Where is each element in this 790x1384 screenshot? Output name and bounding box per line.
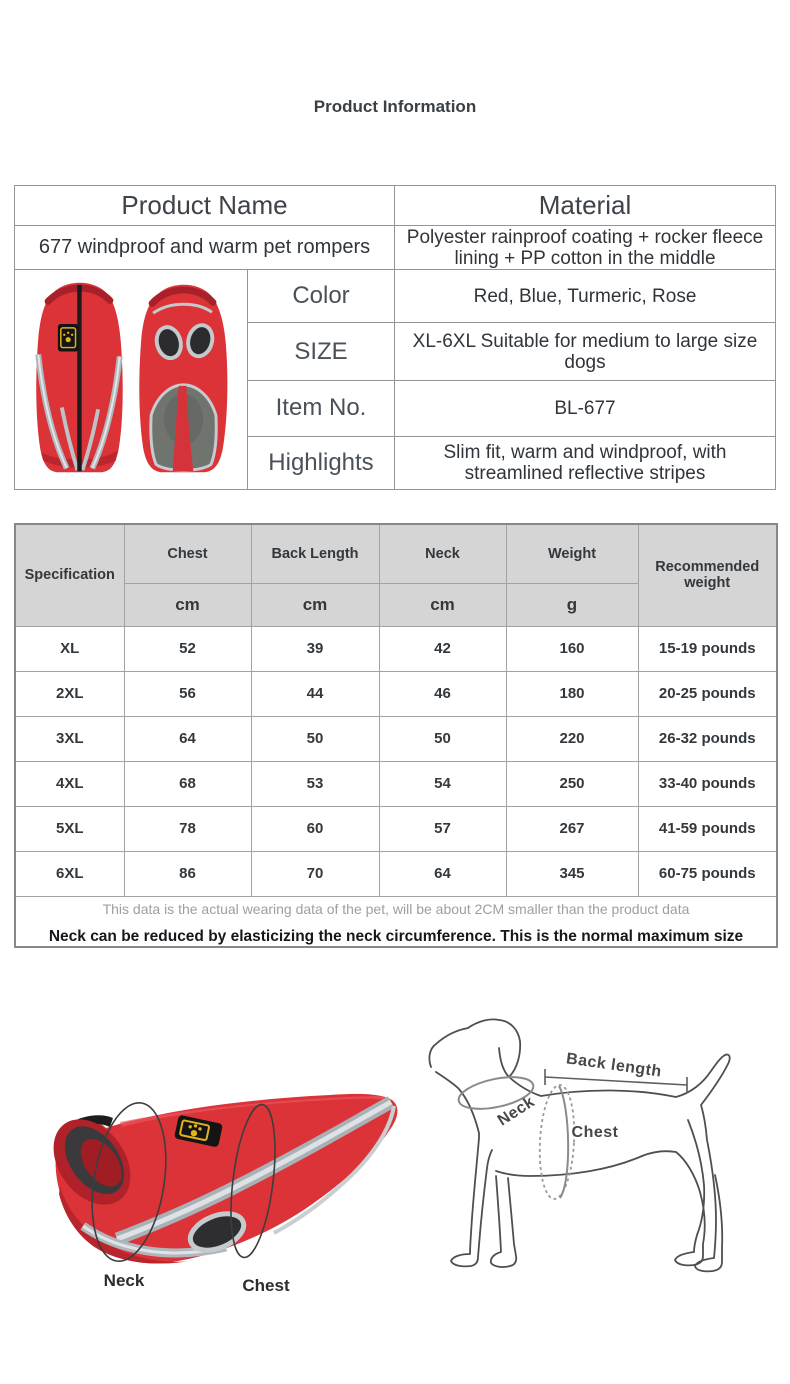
info-value-row: [15, 226, 776, 270]
neck-cell: 54: [379, 761, 506, 806]
size-row-5xl: [15, 806, 777, 851]
spec-value: XL-6XL Suitable for medium to large size dogs: [395, 323, 776, 381]
recommended-cell: 26-32 pounds: [638, 716, 777, 761]
size-cell: 3XL: [15, 716, 124, 761]
recommended-cell: 60-75 pounds: [638, 851, 777, 896]
back-length-cell: 60: [251, 806, 379, 851]
dog-chest-ring-ellipse: [537, 1084, 577, 1200]
jacket-chest-label: Chest: [242, 1276, 290, 1295]
dog-back-length-label: Back length: [565, 1050, 663, 1081]
jacket-back-view-illustration: [36, 283, 122, 472]
back-length-cell: 53: [251, 761, 379, 806]
neck-elastic-note: Neck can be reduced by elasticizing the neck circumference. This is the normal maximum size: [48, 927, 744, 945]
chest-cell: 64: [124, 716, 251, 761]
back-length-cell: 39: [251, 626, 379, 671]
recommended-weight-header: Recommended weight: [638, 524, 777, 626]
recommended-cell: 15-19 pounds: [638, 626, 777, 671]
jacket-neck-label: Neck: [103, 1271, 145, 1290]
chest-cell: 68: [124, 761, 251, 806]
spec-value: Slim fit, warm and windproof, with streamlined reflective stripes: [395, 436, 776, 490]
color-row: [15, 270, 776, 323]
size-row-3xl: [15, 716, 777, 761]
chest-cell: 56: [124, 671, 251, 716]
product-info-table: [14, 185, 776, 490]
weight-cell: 267: [506, 806, 638, 851]
spec-value: Red, Blue, Turmeric, Rose: [395, 270, 776, 323]
neck-column-header: Neck: [379, 524, 506, 583]
size-row-xl: [15, 626, 777, 671]
weight-unit: g: [506, 583, 638, 626]
measurement-diagram: [0, 990, 790, 1384]
chest-cell: 78: [124, 806, 251, 851]
product-photo-cell: [15, 270, 248, 490]
product-name-value: 677 windproof and warm pet rompers: [15, 226, 395, 270]
page-title: Product Information: [313, 97, 477, 116]
jacket-front-view-illustration: [139, 285, 227, 473]
size-row-4xl: [15, 761, 777, 806]
spec-value: BL-677: [395, 381, 776, 437]
size-cell: 5XL: [15, 806, 124, 851]
size-row-2xl: [15, 671, 777, 716]
dog-chest-label: Chest: [571, 1124, 619, 1141]
size-cell: 4XL: [15, 761, 124, 806]
back-length-unit: cm: [251, 583, 379, 626]
product-photo-illustration: [17, 270, 246, 484]
weight-column-header: Weight: [506, 524, 638, 583]
back-length-cell: 70: [251, 851, 379, 896]
weight-cell: 180: [506, 671, 638, 716]
chest-unit: cm: [124, 583, 251, 626]
size-cell: 2XL: [15, 671, 124, 716]
neck-cell: 50: [379, 716, 506, 761]
back-length-column-header: Back Length: [251, 524, 379, 583]
size-cell: 6XL: [15, 851, 124, 896]
spec-label: Highlights: [248, 436, 395, 490]
material-header: Material: [395, 186, 776, 226]
weight-cell: 220: [506, 716, 638, 761]
product-name-header: Product Name: [15, 186, 395, 226]
size-chart-table: [14, 523, 778, 948]
specification-header: Specification: [15, 524, 124, 626]
notes-cell: [15, 896, 777, 947]
dog-neck-label: Neck: [494, 1093, 538, 1130]
neck-cell: 42: [379, 626, 506, 671]
spec-label: SIZE: [248, 323, 395, 381]
size-row-6xl: [15, 851, 777, 896]
dog-outline-illustration: [429, 1019, 729, 1271]
neck-cell: 46: [379, 671, 506, 716]
back-length-cell: 50: [251, 716, 379, 761]
back-length-cell: 44: [251, 671, 379, 716]
weight-cell: 160: [506, 626, 638, 671]
wearing-data-note: This data is the actual wearing data of the pet, will be about 2CM smaller than the product data: [102, 900, 690, 917]
size-cell: XL: [15, 626, 124, 671]
material-value: Polyester rainproof coating + rocker fleece lining + PP cotton in the middle: [395, 226, 776, 270]
weight-cell: 345: [506, 851, 638, 896]
neck-cell: 64: [379, 851, 506, 896]
chest-column-header: Chest: [124, 524, 251, 583]
recommended-cell: 20-25 pounds: [638, 671, 777, 716]
notes-row: [15, 896, 777, 947]
neck-unit: cm: [379, 583, 506, 626]
size-chart-header-row: [15, 524, 777, 583]
paw-logo-patch-icon: [57, 324, 78, 351]
weight-cell: 250: [506, 761, 638, 806]
spec-label: Color: [248, 270, 395, 323]
recommended-cell: 41-59 pounds: [638, 806, 777, 851]
recommended-cell: 33-40 pounds: [638, 761, 777, 806]
neck-cell: 57: [379, 806, 506, 851]
chest-cell: 86: [124, 851, 251, 896]
spec-label: Item No.: [248, 381, 395, 437]
chest-cell: 52: [124, 626, 251, 671]
info-header-row: [15, 186, 776, 226]
jacket-side-photo-illustration: [38, 1094, 398, 1295]
